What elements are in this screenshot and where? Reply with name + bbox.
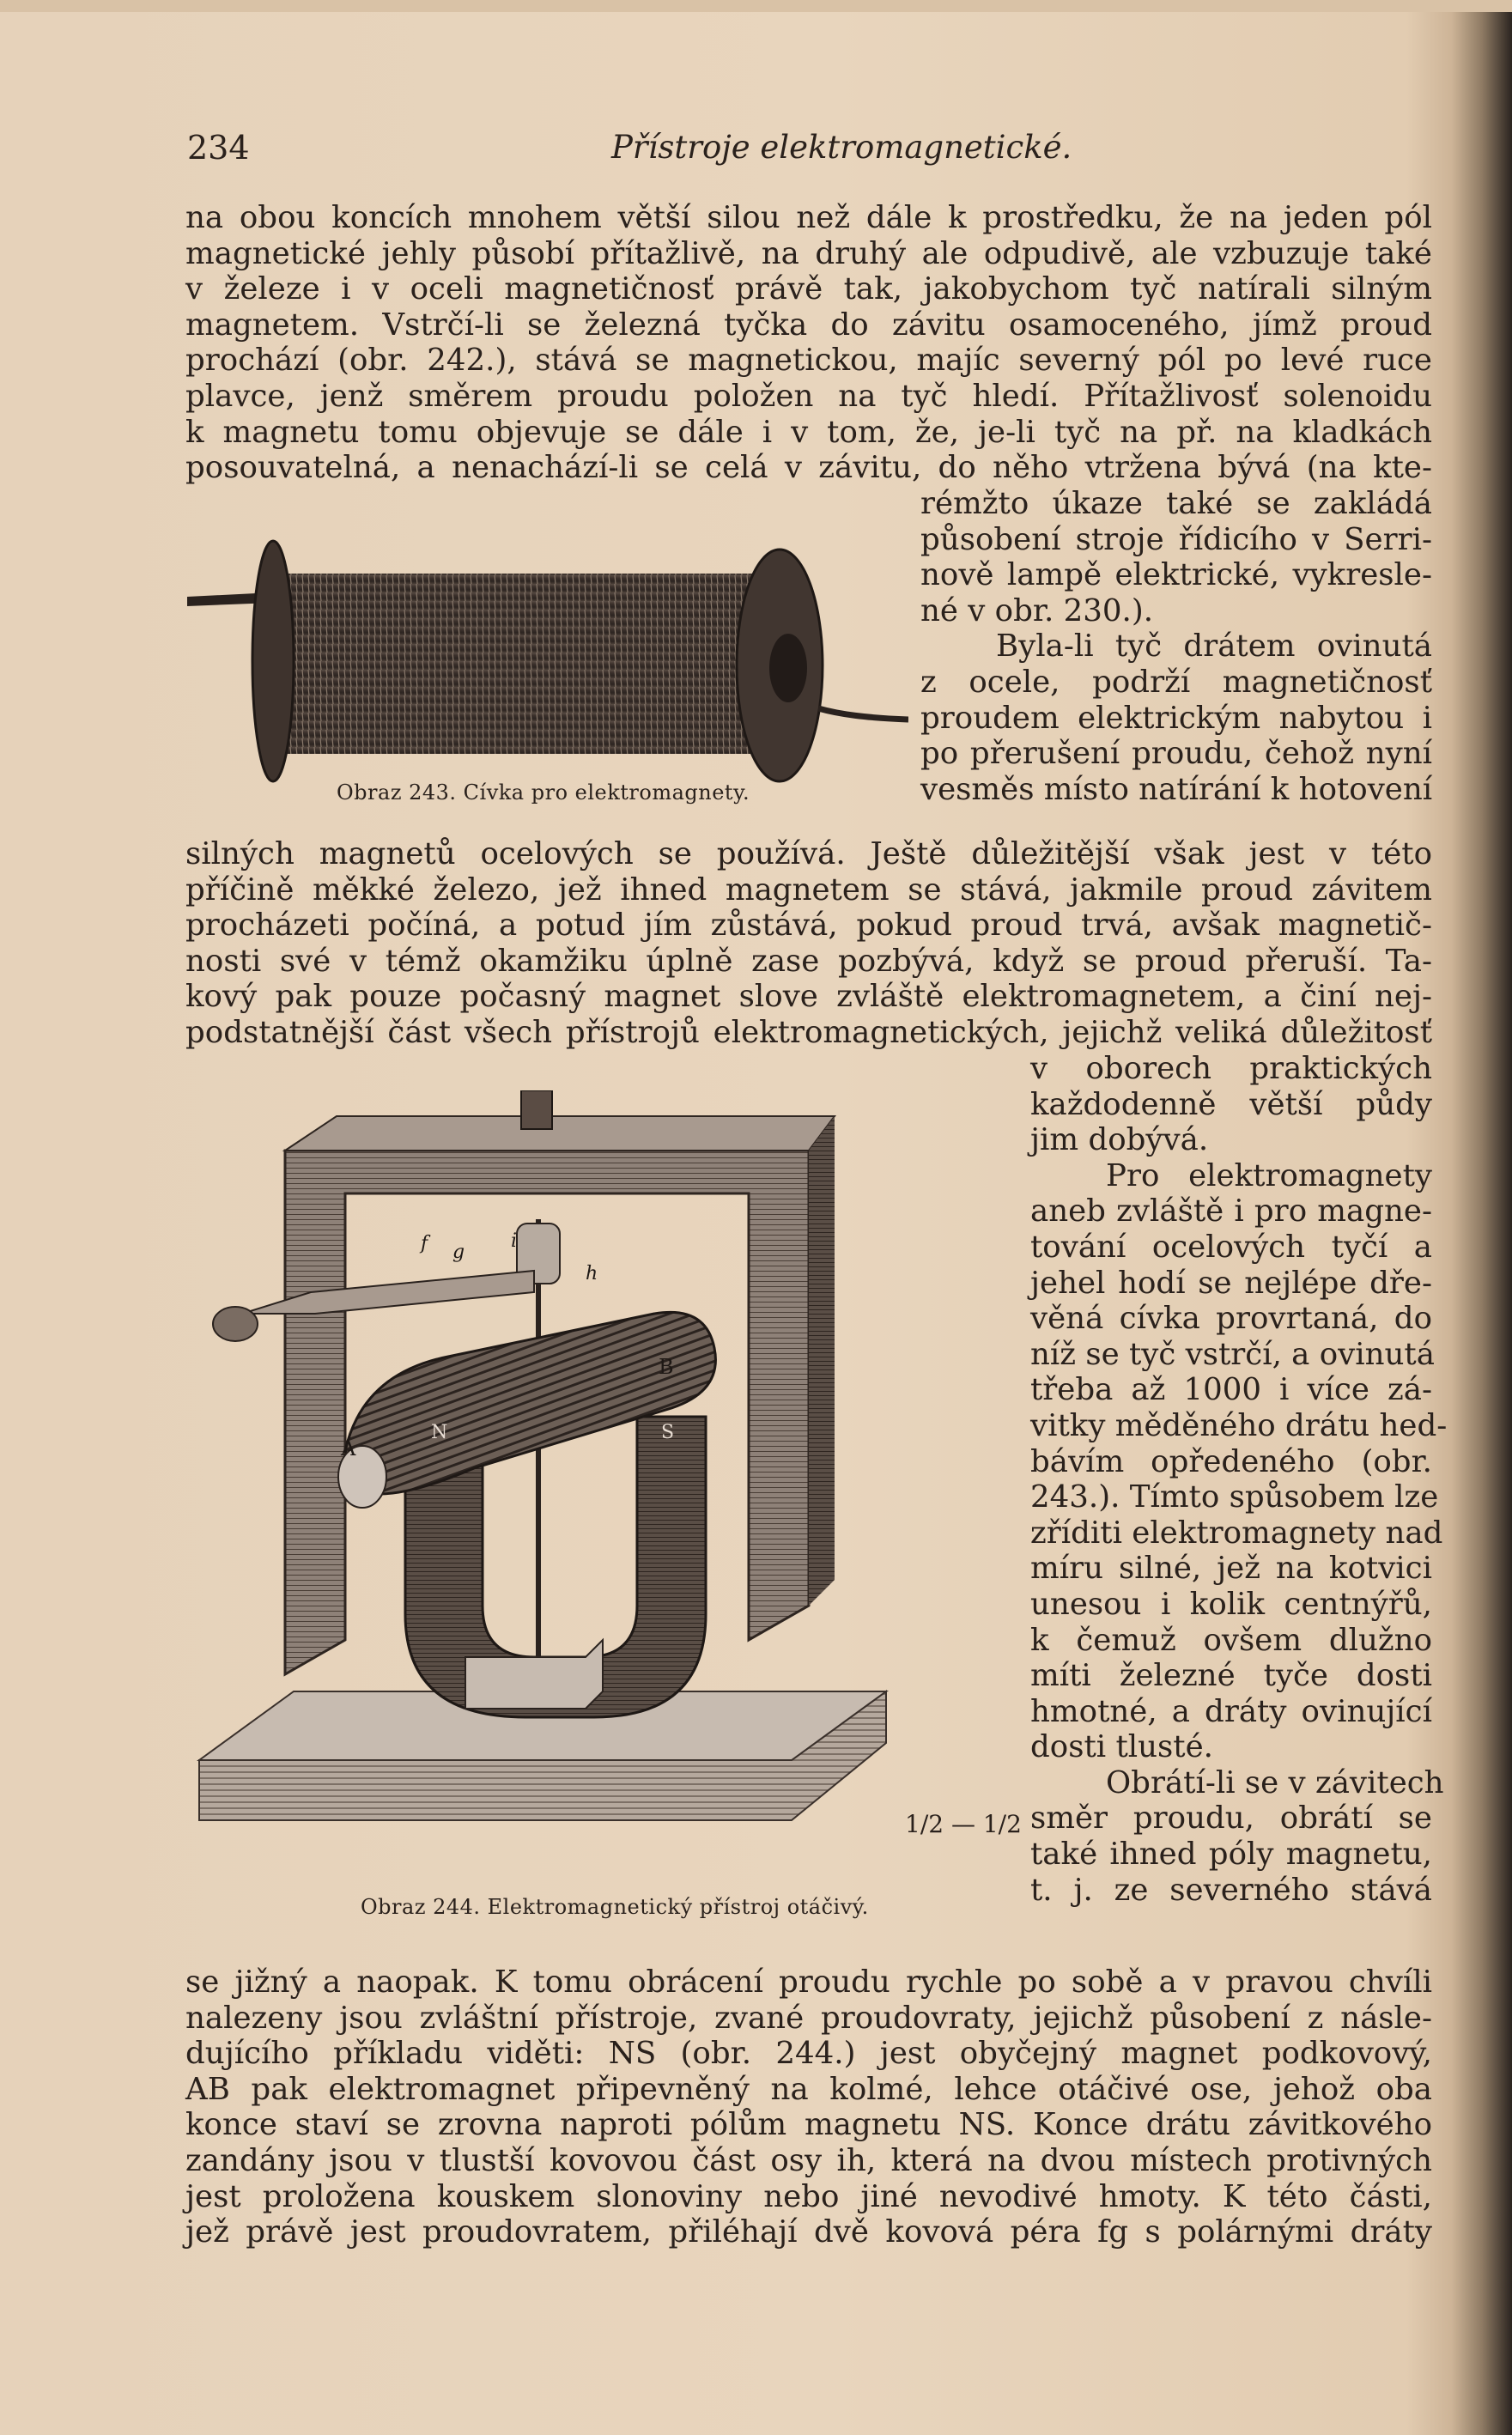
text-line: podstatnější část všech přístrojů elektromagnetických, jejichž veliká důležitosť xyxy=(185,1014,1432,1050)
wire-end xyxy=(818,708,908,720)
paragraph-3-column xyxy=(1030,1051,1448,1908)
paragraph-1 xyxy=(185,200,1432,486)
text-line: t. j. ze severného stává xyxy=(1030,1872,1432,1908)
text-line: jim dobývá. xyxy=(1030,1122,1209,1158)
text-line: né v obr. 230.). xyxy=(920,592,1154,628)
text-line: nalezeny jsou zvláštní přístroje, zvané proudovraty, jejichž působení z násle- xyxy=(185,2000,1432,2036)
text-line: na obou koncích mnohem větší silou než dále k prostředku, že na jeden pól xyxy=(185,200,1432,235)
text-line: směr proudu, obrátí se xyxy=(1030,1800,1432,1837)
text-line: vesměs místo natírání k hotovení xyxy=(920,771,1433,807)
label-s: S xyxy=(661,1422,675,1443)
text-line: aneb zvláště i pro magne- xyxy=(1030,1193,1432,1230)
text-line: jehel hodí se nejlépe dře- xyxy=(1030,1265,1432,1301)
paragraph-4 xyxy=(185,1964,1432,2250)
text-line: magnetem. Vstrčí-li se železná tyčka do závitu osamoceného, jímž proud xyxy=(185,307,1432,343)
text-line: věná cívka provrtaná, do xyxy=(1030,1301,1432,1337)
text-line: v železe i v oceli magnetičnosť právě tak, jakobychom tyč natírali silným xyxy=(185,271,1432,307)
label-i: i xyxy=(511,1230,518,1252)
text-line: Byla-li tyč drátem ovinutá xyxy=(996,628,1432,665)
text-line: 243.). Tímto spůsobem lze xyxy=(1030,1479,1439,1515)
text-line: dosti tlusté. xyxy=(1030,1729,1213,1765)
text-line: procházeti počíná, a potud jím zůstává, pokud proud trvá, avšak magnetič- xyxy=(185,908,1432,944)
label-f: f xyxy=(421,1233,428,1254)
text-line: kový pak pouze počasný magnet slove zvláště elektromagnetem, a činí nej- xyxy=(185,979,1432,1015)
text-line: nově lampě elektrické, vykresle- xyxy=(920,557,1432,593)
figure-243-coil xyxy=(187,524,908,816)
text-line: míru silné, jež na kotvici xyxy=(1030,1551,1432,1587)
text-line: posouvatelná, a nenachází-li se celá v závitu, do něho vtržena bývá (na kte- xyxy=(185,450,1432,486)
paragraph-2 xyxy=(185,836,1432,1051)
label-a: A xyxy=(341,1436,356,1460)
text-line: třeba až 1000 i více zá- xyxy=(1030,1372,1432,1408)
figure-243-caption: Obraz 243. Cívka pro elektromagnety. xyxy=(337,780,750,805)
page-number: 234 xyxy=(187,129,250,167)
text-line: bávím opředeného (obr. xyxy=(1030,1443,1432,1479)
text-line: magnetické jehly působí přítažlivě, na druhý ale odpudivě, ale vzbuzuje také xyxy=(185,235,1432,271)
coil-flange-left xyxy=(252,541,294,781)
frame-side xyxy=(809,1116,835,1606)
text-line: příčině měkké železo, jež ihned magnetem se stává, jakmile proud závitem xyxy=(185,871,1432,908)
frame-top xyxy=(285,1116,835,1151)
label-g: g xyxy=(452,1242,465,1263)
text-line: Obrátí-li se v závitech xyxy=(1106,1764,1444,1800)
text-line: se jižný a naopak. K tomu obrácení proudu rychle po sobě a v pravou chvíli xyxy=(185,1964,1432,2000)
coil-bore xyxy=(769,634,807,702)
figure-244-apparatus xyxy=(191,1090,903,1898)
text-line: AB pak elektromagnet připevněný na kolmé, lehce otáčivé ose, jehož oba xyxy=(185,2071,1432,2107)
label-b: B xyxy=(659,1355,674,1379)
text-line: Pro elektromagnety xyxy=(1106,1157,1432,1193)
text-line: také ihned póly magnetu, xyxy=(1030,1837,1432,1873)
label-h: h xyxy=(586,1263,598,1284)
page-top-edge xyxy=(0,0,1512,12)
paragraph-1-continuation xyxy=(920,486,1432,807)
text-line: zříditi elektromagnety nad xyxy=(1030,1515,1443,1551)
scale-mark: 1/2 — 1/2 xyxy=(905,1810,1022,1838)
text-line: unesou i kolik centnýřů, xyxy=(1030,1586,1432,1622)
text-line: každodenně větší půdy xyxy=(1030,1086,1432,1122)
label-n: N xyxy=(431,1422,448,1443)
text-line: k magnetu tomu objevuje se dále i v tom, že, je-li tyč na př. na kladkách xyxy=(185,414,1432,450)
text-line: vitky měděného drátu hed- xyxy=(1030,1407,1448,1443)
text-line: dujícího příkladu viděti: NS (obr. 244.) jest obyčejný magnet podkovový, xyxy=(185,2036,1432,2072)
text-line: hmotné, a dráty ovinující xyxy=(1030,1693,1432,1729)
text-line: plavce, jenž směrem proudu položen na tyč hledí. Přítažlivosť solenoidu xyxy=(185,378,1432,414)
top-screw xyxy=(521,1090,552,1129)
text-line: působení stroje řídicího v Serri- xyxy=(920,521,1432,557)
text-line: jež právě jest proudovratem, přiléhají dvě kovová péra fg s polárnými dráty xyxy=(185,2214,1432,2250)
text-line: míti železné tyče dosti xyxy=(1030,1658,1432,1694)
figure-244-caption: Obraz 244. Elektromagnetický přístroj otáčivý. xyxy=(361,1895,869,1919)
text-line: jest proložena kouskem slonoviny nebo jiné nevodivé hmoty. K této části, xyxy=(185,2178,1432,2214)
text-line: nosti své v témž okamžiku úplně zase pozbývá, když se proud přeruší. Ta- xyxy=(185,943,1432,979)
text-line: silných magnetů ocelových se používá. Ještě důležitější však jest v této xyxy=(185,836,1432,871)
text-line: tování ocelových tyčí a xyxy=(1030,1229,1432,1265)
text-line: k čemuž ovšem dlužno xyxy=(1030,1622,1432,1658)
text-line: v oborech praktických xyxy=(1030,1051,1432,1086)
text-line: z ocele, podrží magnetičnosť xyxy=(920,664,1432,700)
text-line: prochází (obr. 242.), stává se magnetickou, majíc severný pól po levé ruce xyxy=(185,343,1432,379)
text-line: zandány jsou v tlustší kovovou část osy ih, která na dvou místech protivných xyxy=(185,2142,1432,2178)
terminal-knob xyxy=(213,1307,258,1341)
text-line: rémžto úkaze také se zakládá xyxy=(920,486,1432,521)
text-line: proudem elektrickým nabytou i xyxy=(920,700,1432,736)
text-line: po přerušení proudu, čehož nyní xyxy=(920,736,1432,772)
text-line: konce staví se zrovna naproti pólům magnetu NS. Konce drátu závitkového xyxy=(185,2107,1432,2143)
coil-windings xyxy=(273,574,780,754)
running-title: Přístroje elektromagnetické. xyxy=(611,129,1072,166)
text-line: níž se tyč vstrčí, a ovinutá xyxy=(1030,1336,1435,1372)
